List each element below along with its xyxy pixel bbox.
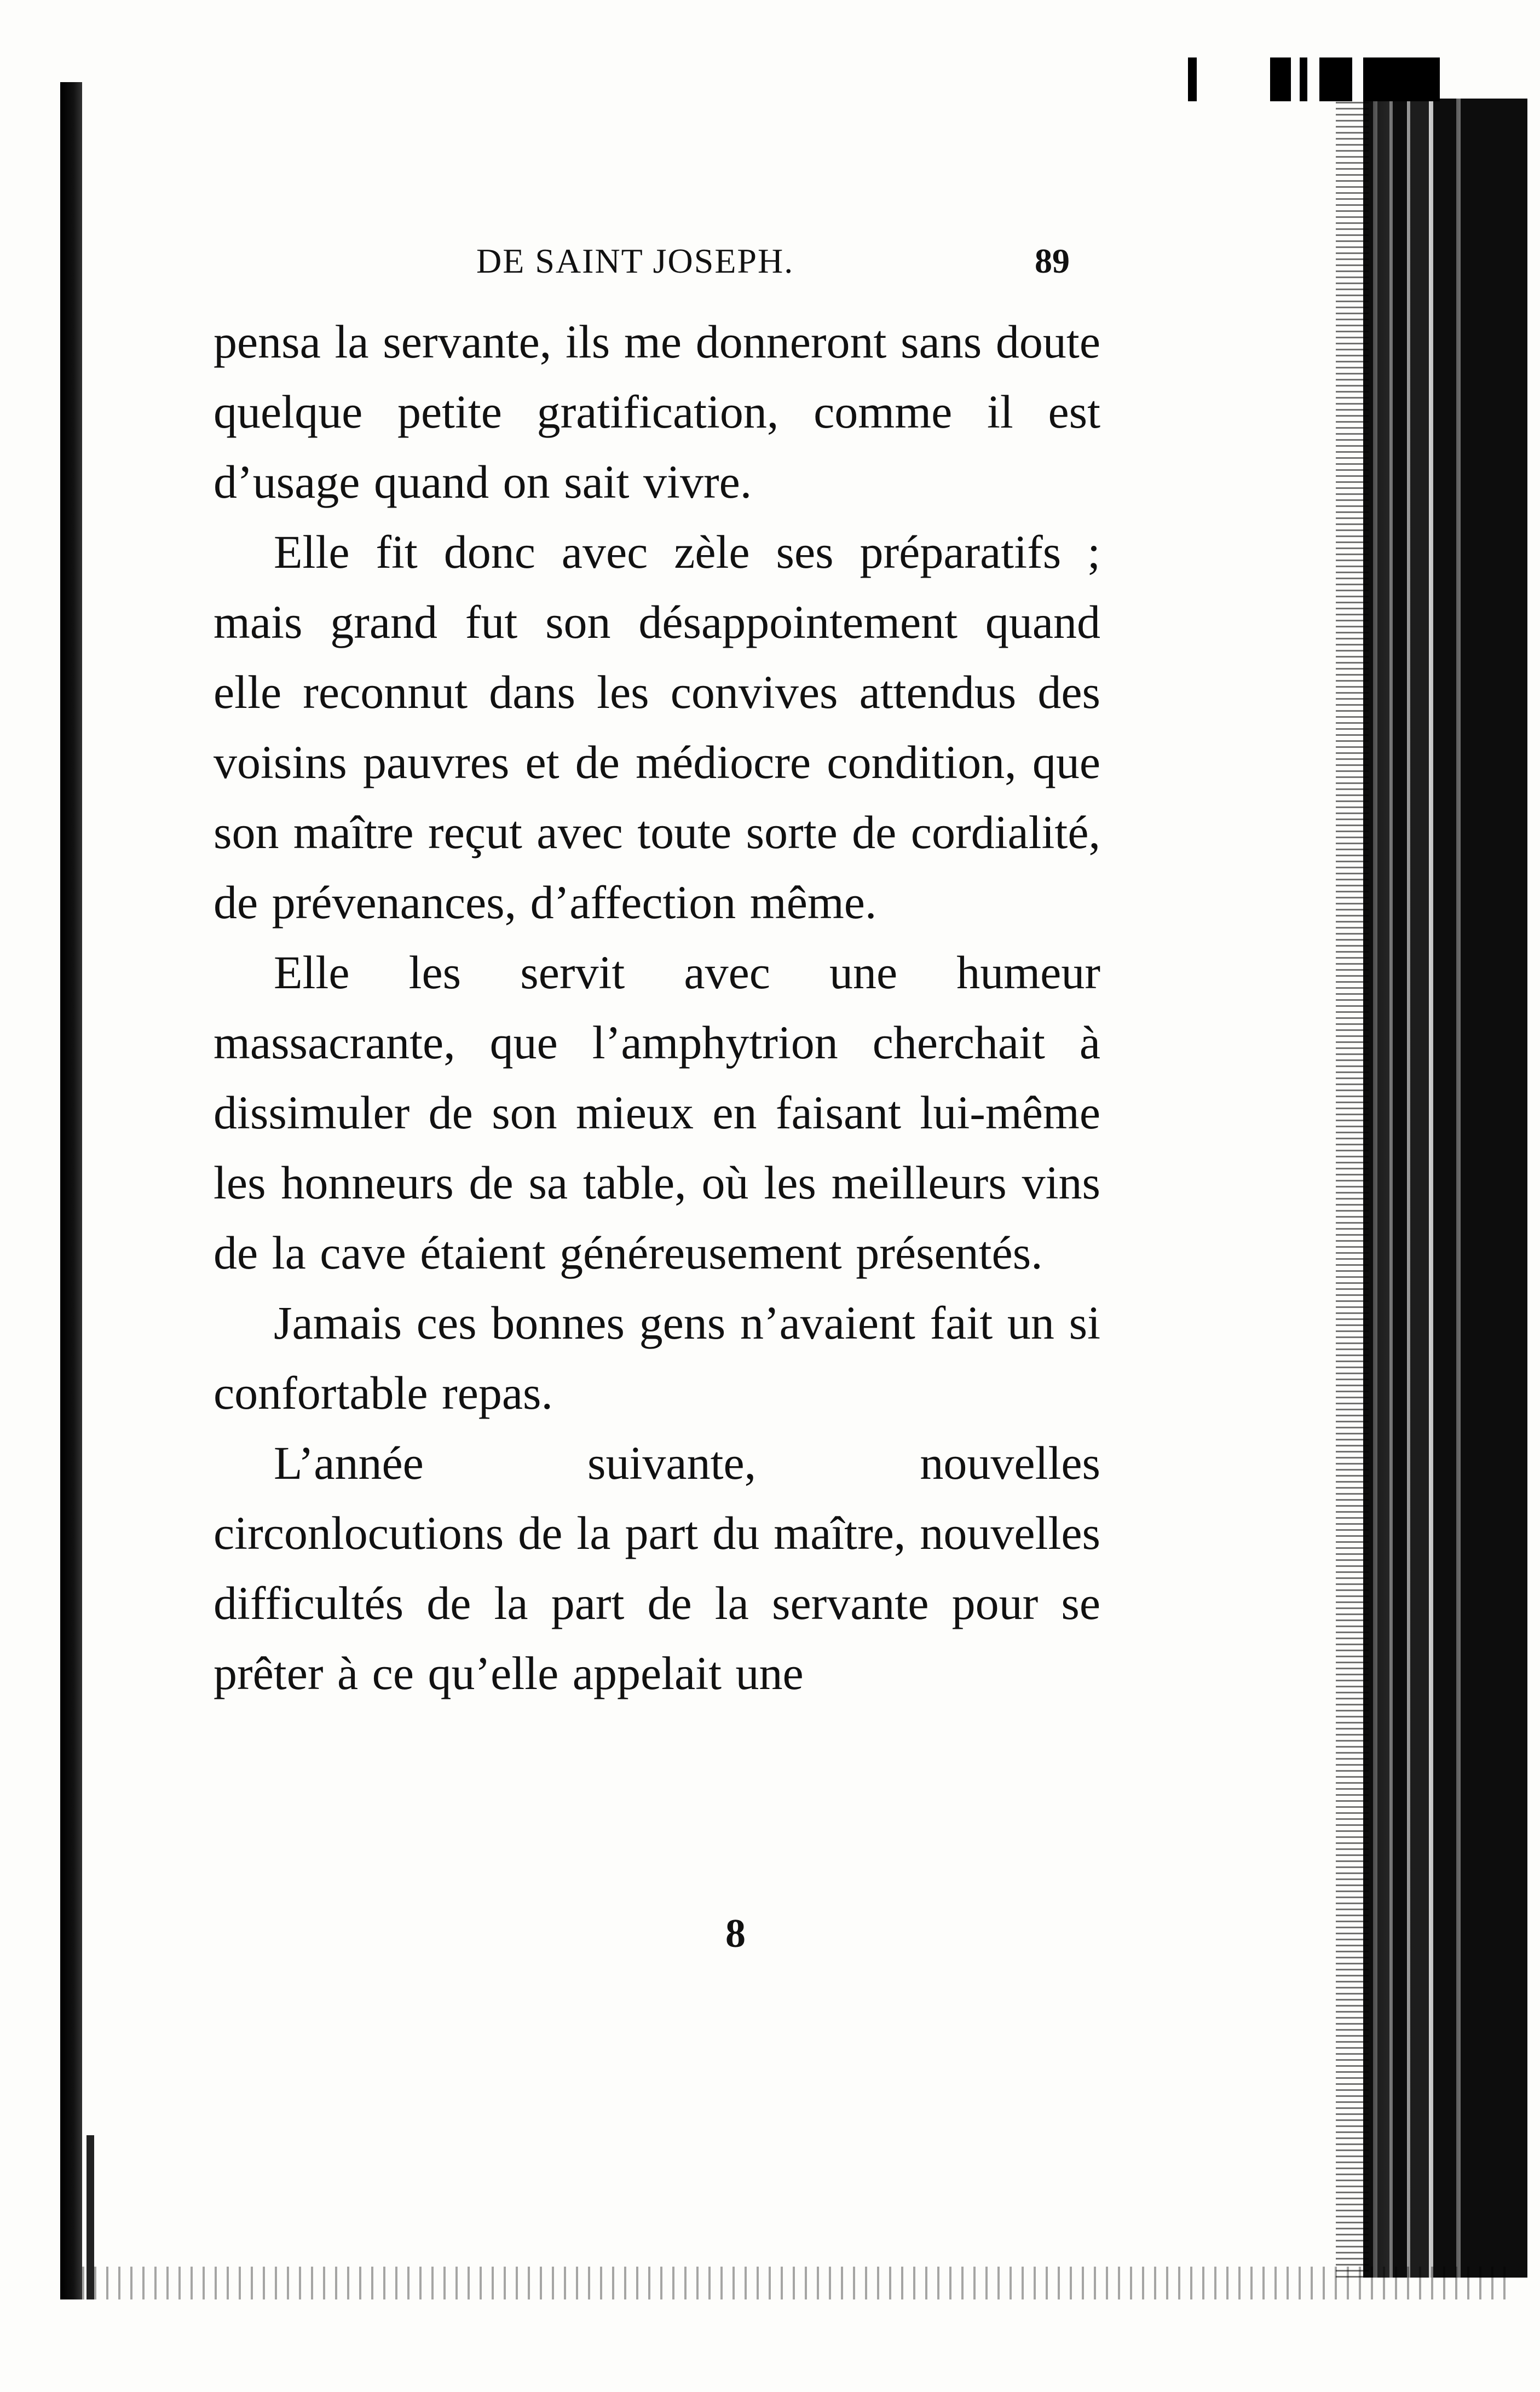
- bottom-edge-noise: [82, 2267, 1506, 2299]
- paragraph: Elle fit donc avec zèle ses préparatifs ; mais grand fut son désappointement quand elle reconnut dans les convives attendus des voisins pauvres et de médiocre condition, que son maître reçut avec toute sorte de cordialité, de prévenances, d’affection même.: [214, 526, 1100, 929]
- paragraph: Elle les servit avec une humeur massacrante, que l’amphytrion cherchait à dissimuler de son mieux en faisant lui-même les honneurs de sa table, où les meilleurs vins de la cave étaient généreusement présentés.: [214, 946, 1100, 1279]
- paragraph: Jamais ces bonnes gens n’avaient fait un si confortable repas.: [214, 1296, 1100, 1419]
- signature-mark: 8: [725, 1911, 746, 1956]
- page-edge-right: [1363, 99, 1527, 2278]
- page-number: 89: [1035, 241, 1070, 280]
- running-head: [214, 241, 1100, 290]
- book-page: [214, 241, 1100, 1708]
- binding-shadow-left: [60, 82, 82, 2299]
- paragraph: pensa la servante, ils me donneront sans doute quelque petite gratification, comme il est d’usage quand on sait vivre.: [214, 315, 1100, 508]
- running-title: DE SAINT JOSEPH.: [476, 241, 794, 280]
- paragraph: L’année suivante, nouvelles circonlocutions de la part du maître, nouvelles difficultés de la part de la servante pour se prêter à ce qu’elle appelait une: [214, 1437, 1100, 1699]
- body-text: [214, 307, 1100, 1708]
- top-edge-marks: [1188, 57, 1440, 101]
